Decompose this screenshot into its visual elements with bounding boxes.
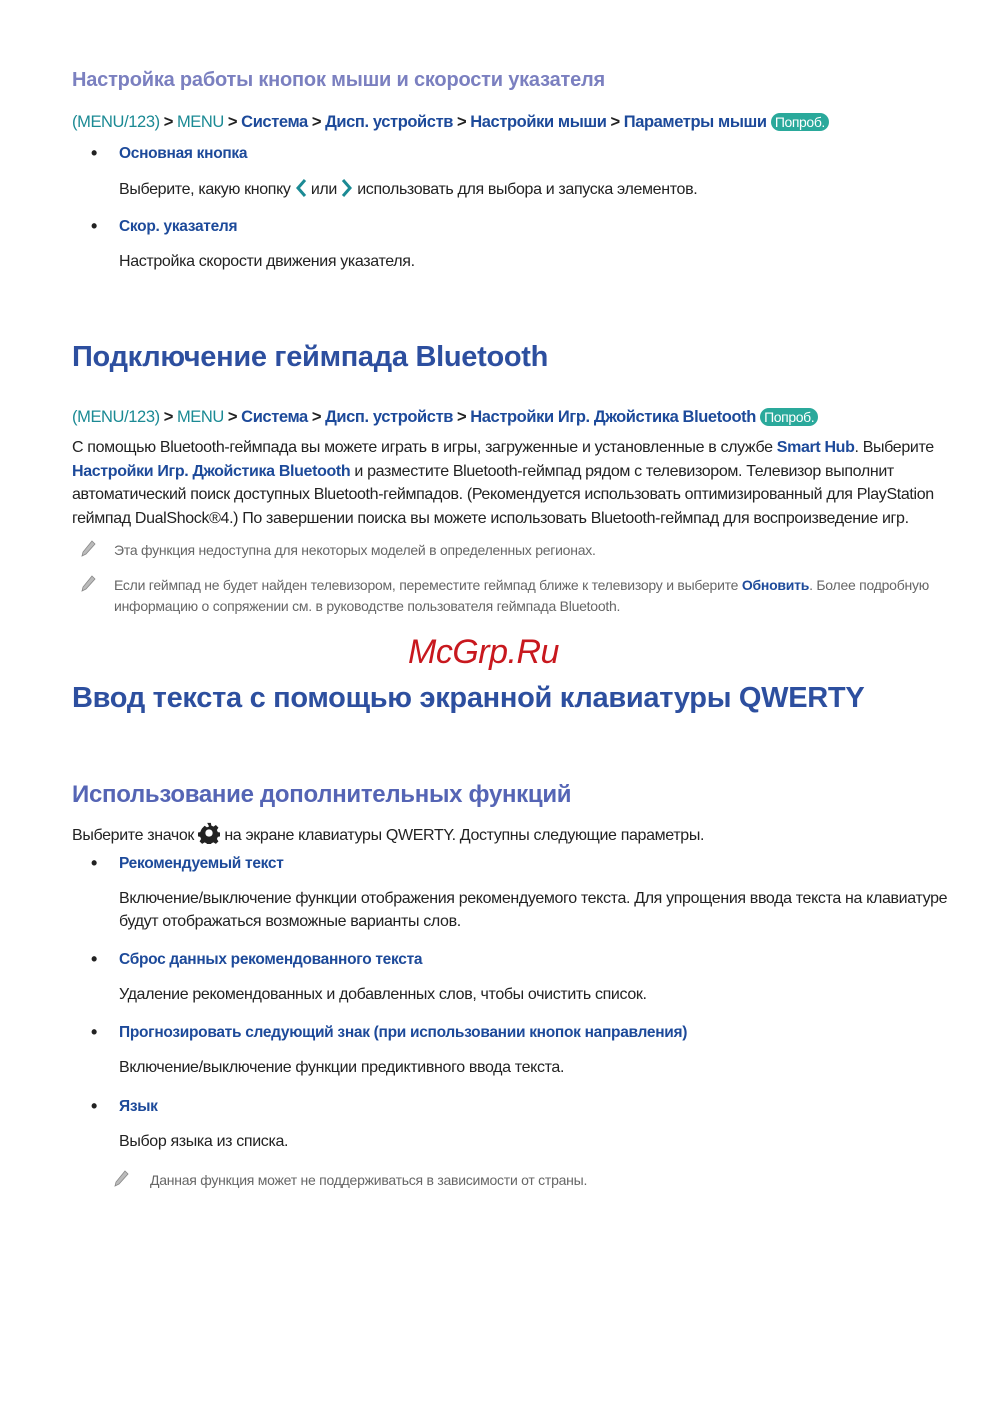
bullet-desc: Включение/выключение функции предиктивного ввода текста. [119, 1058, 565, 1076]
intro-text [72, 822, 950, 848]
bullet-dot: • [91, 852, 98, 873]
try-now-button[interactable]: Попроб. [760, 408, 818, 426]
bullet-primary-button [91, 143, 950, 164]
section-heading-gamepad: Подключение геймпада Bluetooth [72, 341, 549, 373]
note-block [72, 575, 950, 617]
chevron-right-icon: > [163, 113, 173, 131]
note-text-part: . Более подробную информацию о сопряжении см. в руководстве пользователя геймпада Bluetooth. [114, 576, 929, 614]
path-menu123: (MENU/123) [72, 113, 160, 131]
note-block [72, 540, 950, 561]
chevron-right-icon: > [227, 408, 238, 426]
chevron-right-icon: > [163, 408, 173, 426]
desc-text: Выберите, какую кнопку [119, 181, 291, 198]
bullet-label: Прогнозировать следующий знак (при использовании кнопок направления) [119, 1023, 688, 1041]
bullet-predict-next [91, 1021, 950, 1043]
refresh-link[interactable]: Обновить [741, 576, 810, 593]
bullet-desc [119, 178, 950, 202]
bullet-dot: • [91, 216, 98, 236]
smart-hub-link[interactable]: Smart Hub [776, 439, 855, 456]
para-text: . Выберите [854, 439, 934, 456]
chevron-right-icon: > [457, 408, 467, 426]
chevron-left-icon [295, 179, 307, 197]
bullet-label: Скор. указателя [119, 218, 238, 235]
intro-part: на экране клавиатуры QWERTY. Доступны следующие параметры. [224, 826, 705, 844]
gear-icon [198, 822, 220, 844]
note-text-part: Если геймпад не будет найден телевизором, переместите геймпад ближе к телевизору и выберите [114, 576, 742, 593]
menu-path-mouse [72, 111, 950, 133]
bullet-language [91, 1095, 950, 1117]
note-text: Эта функция недоступна для некоторых моделей в определенных регионах. [114, 541, 596, 558]
path-system[interactable]: Система [241, 113, 308, 131]
chevron-right-icon: > [311, 408, 322, 426]
chevron-right-icon: > [610, 113, 620, 131]
bullet-dot: • [91, 1095, 98, 1116]
bullet-desc: Настройка скорости движения указателя. [119, 253, 415, 270]
pencil-note-icon [80, 540, 96, 558]
bullet-label: Основная кнопка [119, 145, 248, 162]
path-system[interactable]: Система [241, 408, 308, 426]
path-device-manager[interactable]: Дисп. устройств [325, 408, 453, 426]
desc-text: использовать для выбора и запуска элементов. [357, 181, 698, 198]
bullet-dot: • [91, 948, 98, 969]
bullet-dot: • [91, 1021, 98, 1042]
section-heading-mouse: Настройка работы кнопок мыши и скорости указателя [72, 69, 605, 91]
bullet-label: Сброс данных рекомендованного текста [119, 950, 423, 968]
bullet-pointer-speed [91, 216, 950, 237]
gamepad-paragraph [72, 436, 950, 530]
path-gamepad-settings[interactable]: Настройки Игр. Джойстика Bluetooth [470, 408, 756, 426]
bullet-label: Рекомендуемый текст [119, 854, 284, 872]
intro-part: Выберите значок [72, 826, 195, 844]
path-device-manager[interactable]: Дисп. устройств [325, 113, 453, 131]
bullet-label: Язык [119, 1097, 158, 1115]
menu-path-gamepad [72, 406, 950, 428]
path-menu123: (MENU/123) [72, 408, 160, 426]
pencil-note-icon [113, 1170, 129, 1188]
para-text: и разместите Bluetooth-геймпад рядом с телевизором. Телевизор выполнит автоматический поиск доступных Bluetooth-геймпадов. (Рекомендуется использовать оптимизированный для PlayStation геймпад DualShock®4.) По завершении поиска вы можете использовать Bluetooth-геймпад для воспроизведение игр. [72, 462, 934, 527]
gamepad-settings-link[interactable]: Настройки Игр. Джойстика Bluetooth [72, 462, 351, 480]
path-mouse-settings[interactable]: Настройки мыши [470, 113, 607, 131]
section-heading-qwerty: Ввод текста с помощью экранной клавиатуры QWERTY [72, 681, 865, 714]
subheading-extra-functions: Использование дополнительных функций [72, 780, 572, 808]
watermark: McGrp.Ru [408, 632, 559, 671]
bullet-recommended-text [91, 852, 950, 874]
chevron-right-icon: > [311, 113, 322, 131]
path-menu: MENU [176, 408, 224, 426]
bullet-dot: • [91, 143, 98, 163]
note-text: Данная функция может не поддерживаться в зависимости от страны. [150, 1171, 588, 1188]
path-mouse-options[interactable]: Параметры мыши [623, 113, 767, 131]
chevron-right-icon [341, 179, 353, 197]
chevron-right-icon: > [457, 113, 467, 131]
para-text: С помощью Bluetooth-геймпада вы можете играть в игры, загруженные и установленные в службе [72, 439, 777, 456]
desc-text: или [310, 181, 337, 198]
bullet-reset-recommended [91, 948, 950, 970]
pencil-note-icon [80, 575, 96, 593]
note-block [72, 1170, 950, 1191]
try-now-button[interactable]: Попроб. [771, 113, 829, 131]
bullet-desc: Удаление рекомендованных и добавленных слов, чтобы очистить список. [119, 985, 647, 1003]
bullet-desc: Выбор языка из списка. [119, 1132, 289, 1150]
path-menu: MENU [176, 113, 224, 131]
bullet-desc: Включение/выключение функции отображения рекомендуемого текста. Для упрощения ввода текста на клавиатуре будут отображаться возможные варианты слов. [119, 889, 948, 930]
chevron-right-icon: > [227, 113, 238, 131]
